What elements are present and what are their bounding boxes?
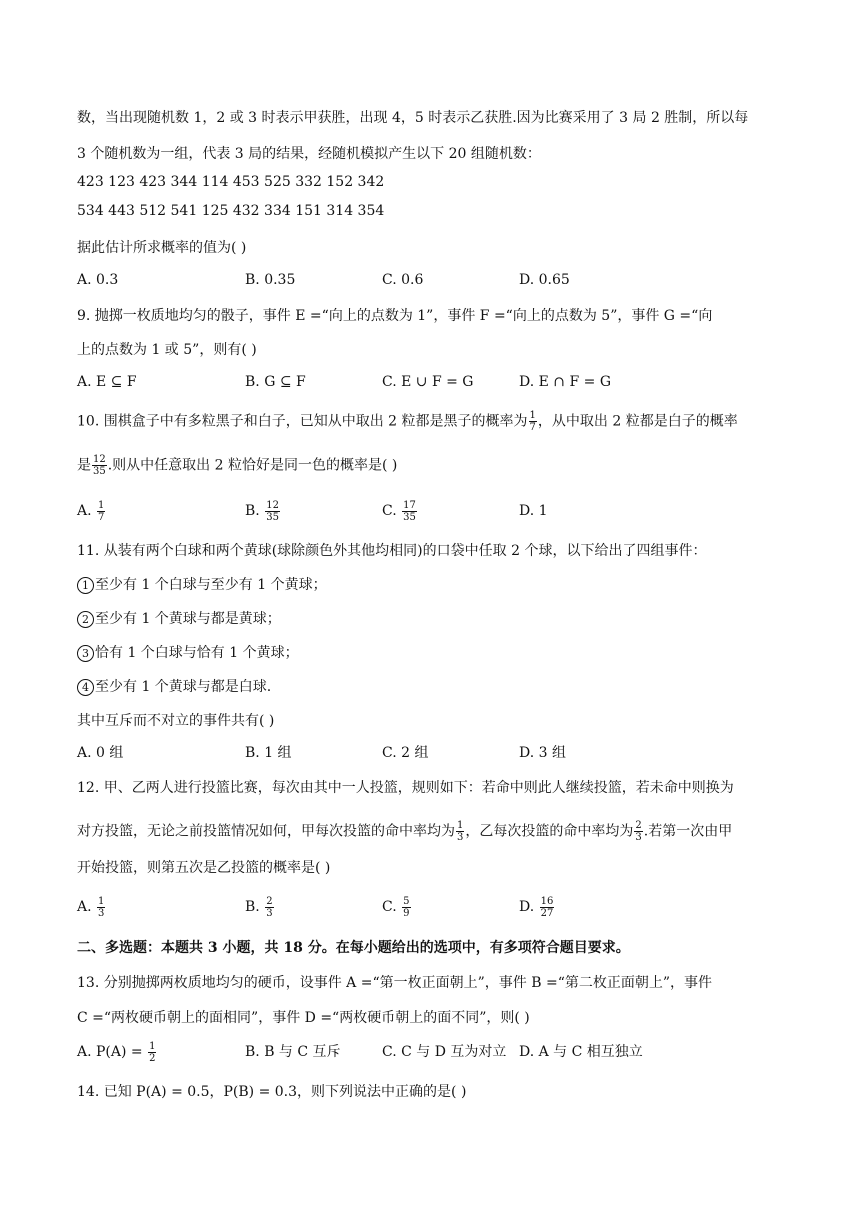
q13-option-a-frac	[148, 1041, 156, 1064]
q8-question: 据此估计所求概率的值为( )	[77, 240, 247, 256]
q9-text-line1: 9. 抛掷一枚质地均匀的骰子，事件 E =“向上的点数为 1”，事件 F =“向上的点数为 5”，事件 G =“向	[77, 308, 713, 324]
q10-frac-white-num: 12	[93, 454, 106, 465]
q10-frac-black-den: 7	[529, 422, 536, 433]
q12-options	[77, 894, 797, 920]
q9-options	[77, 369, 797, 395]
q12-option-d-frac	[540, 896, 555, 919]
q10-option-b-label: B.	[245, 503, 260, 519]
q10-option-c-num: 17	[403, 499, 416, 511]
q11-item-3	[77, 643, 800, 663]
q12-frac-a	[456, 820, 464, 843]
q12-option-b-frac	[265, 896, 273, 919]
q12-line2-mid: ，乙每次投篮的命中率均为	[465, 823, 634, 840]
q12-frac-a-num: 1	[457, 820, 464, 831]
q11-option-d[interactable]: D. 3 组	[519, 745, 566, 761]
q9-text-line2: 上的点数为 1 或 5”，则有( )	[77, 342, 257, 358]
q12-option-d[interactable]	[519, 894, 555, 920]
q10-options	[77, 498, 797, 524]
q8-text-line1: 数，当出现随机数 1，2 或 3 时表示甲获胜，出现 4，5 时表示乙获胜.因为比赛采用了 3 局 2 胜制，所以每	[77, 110, 749, 126]
q10-frac-white-den: 35	[93, 466, 106, 477]
q10-line2-end: .则从中任意取出 2 粒恰好是同一色的概率是( )	[107, 457, 398, 474]
q10-option-a-den: 7	[98, 511, 105, 523]
q12-text-line2	[77, 820, 800, 843]
q12-frac-b	[634, 820, 642, 843]
q10-option-b-den: 35	[266, 511, 279, 523]
q12-text-line3: 开始投篮，则第五次是乙投篮的概率是( )	[77, 860, 331, 876]
q8-option-c[interactable]: C. 0.6	[382, 272, 424, 288]
q10-option-a-num: 1	[98, 499, 105, 511]
q10-option-c-den: 35	[403, 511, 416, 523]
random-numbers-row1: 423 123 423 344 114 453 525 332 152 342	[77, 174, 385, 190]
circled-number-4: 4	[77, 679, 94, 696]
q10-option-b-num: 12	[266, 499, 279, 511]
q11-item-1	[77, 575, 800, 595]
q12-option-b-label: B.	[245, 899, 260, 915]
q10-option-d[interactable]: D. 1	[519, 503, 548, 519]
q11-option-a[interactable]: A. 0 组	[77, 745, 124, 761]
q11-item-2-text: 至少有 1 个黄球与都是黄球；	[95, 611, 281, 627]
q12-option-a-frac	[97, 896, 105, 919]
q12-option-a-num: 1	[98, 895, 105, 907]
circled-number-1: 1	[77, 577, 94, 594]
q10-option-a-label: A.	[77, 503, 92, 519]
q12-option-b-num: 2	[266, 895, 273, 907]
q12-option-b-den: 3	[266, 907, 273, 919]
q12-option-d-label: D.	[519, 899, 535, 915]
circled-number-2: 2	[77, 611, 94, 628]
q13-text-line2: C =“两枚硬币朝上的面相同”，事件 D =“两枚硬币朝上的面不同”，则( )	[77, 1010, 530, 1026]
q10-frac-black	[529, 410, 537, 433]
q11-options	[77, 740, 797, 766]
q11-item-4	[77, 677, 800, 697]
q11-item-3-text: 恰有 1 个白球与恰有 1 个黄球；	[95, 645, 299, 661]
q10-option-c-frac	[402, 500, 417, 523]
q13-option-a-num: 1	[149, 1040, 156, 1052]
q10-option-c[interactable]	[382, 498, 418, 524]
q11-item-4-text: 至少有 1 个黄球与都是白球.	[95, 679, 272, 695]
q10-text-line2	[77, 454, 800, 477]
q13-option-a-den: 2	[149, 1052, 156, 1064]
q12-option-a[interactable]	[77, 894, 106, 920]
q12-frac-a-den: 3	[457, 832, 464, 843]
q8-option-a[interactable]: A. 0.3	[77, 272, 119, 288]
q12-line2-start: 对方投篮，无论之前投篮情况如何，甲每次投篮的命中率均为	[77, 823, 455, 840]
q13-options	[77, 1039, 797, 1065]
q8-options	[77, 267, 797, 293]
q10-text-line1	[77, 410, 800, 433]
q10-option-a-frac	[97, 500, 105, 523]
q12-frac-b-den: 3	[635, 832, 642, 843]
q12-option-a-label: A.	[77, 899, 92, 915]
q9-option-b[interactable]: B. G ⊆ F	[245, 374, 306, 390]
q11-question: 其中互斥而不对立的事件共有( )	[77, 713, 275, 729]
q12-line2-end: .若第一次由甲	[643, 823, 733, 840]
q12-option-d-den: 27	[540, 907, 554, 919]
q12-option-c-den: 9	[403, 907, 410, 919]
q10-line1-end: ，从中取出 2 粒都是白子的概率	[537, 413, 738, 430]
q10-line2-start: 是	[77, 457, 91, 474]
q9-option-d[interactable]: D. E ∩ F = G	[519, 374, 612, 390]
q11-item-1-text: 至少有 1 个白球与至少有 1 个黄球；	[95, 577, 327, 593]
q13-text-line1: 13. 分别抛掷两枚质地均匀的硬币，设事件 A =“第一枚正面朝上”，事件 B =“第二枚正面朝上”，事件	[77, 975, 713, 991]
q13-option-a[interactable]	[77, 1039, 157, 1065]
q10-frac-white	[92, 454, 107, 477]
q10-option-b[interactable]	[245, 498, 281, 524]
q10-frac-black-num: 1	[529, 410, 536, 421]
q8-option-d[interactable]: D. 0.65	[519, 272, 570, 288]
circled-number-3: 3	[77, 645, 94, 662]
q10-option-b-frac	[265, 500, 280, 523]
q12-option-c[interactable]	[382, 894, 412, 920]
q12-option-c-num: 5	[403, 895, 410, 907]
q12-text-line1: 12. 甲、乙两人进行投篮比赛，每次由其中一人投篮，规则如下：若命中则此人继续投篮，若未命中则换为	[77, 780, 734, 796]
q8-option-b[interactable]: B. 0.35	[245, 272, 296, 288]
q11-text-line1: 11. 从装有两个白球和两个黄球(球除颜色外其他均相同)的口袋中任取 2 个球，以下给出了四组事件：	[77, 543, 707, 559]
q13-option-d[interactable]: D. A 与 C 相互独立	[519, 1044, 643, 1060]
q12-option-d-num: 16	[540, 895, 554, 907]
q13-option-c[interactable]: C. C 与 D 互为对立	[382, 1044, 507, 1060]
q14-text-line1: 14. 已知 P(A) = 0.5，P(B) = 0.3，则下列说法中正确的是( )	[77, 1084, 467, 1100]
random-numbers-row2: 534 443 512 541 125 432 334 151 314 354	[77, 203, 385, 219]
q12-option-c-label: C.	[382, 899, 397, 915]
q13-option-b[interactable]: B. B 与 C 互斥	[245, 1044, 341, 1060]
q9-option-a[interactable]: A. E ⊆ F	[77, 374, 137, 390]
q11-option-c[interactable]: C. 2 组	[382, 745, 429, 761]
q12-option-c-frac	[402, 896, 410, 919]
q12-option-a-den: 3	[98, 907, 105, 919]
q12-option-b[interactable]	[245, 894, 275, 920]
q11-option-b[interactable]: B. 1 组	[245, 745, 292, 761]
q9-option-c[interactable]: C. E ∪ F = G	[382, 374, 474, 390]
q13-option-a-text: A. P(A) =	[77, 1044, 143, 1060]
section-heading-multiple-choice: 二、多选题：本题共 3 小题，共 18 分。在每小题给出的选项中，有多项符合题目要求。	[77, 940, 630, 956]
q12-frac-b-num: 2	[635, 820, 642, 831]
q8-text-line2: 3 个随机数为一组，代表 3 局的结果，经随机模拟产生以下 20 组随机数：	[77, 146, 541, 162]
q11-item-2	[77, 609, 800, 629]
q10-option-c-label: C.	[382, 503, 397, 519]
q10-option-a[interactable]	[77, 498, 106, 524]
q10-line1-start: 10. 围棋盒子中有多粒黑子和白子，已知从中取出 2 粒都是黑子的概率为	[77, 413, 528, 430]
